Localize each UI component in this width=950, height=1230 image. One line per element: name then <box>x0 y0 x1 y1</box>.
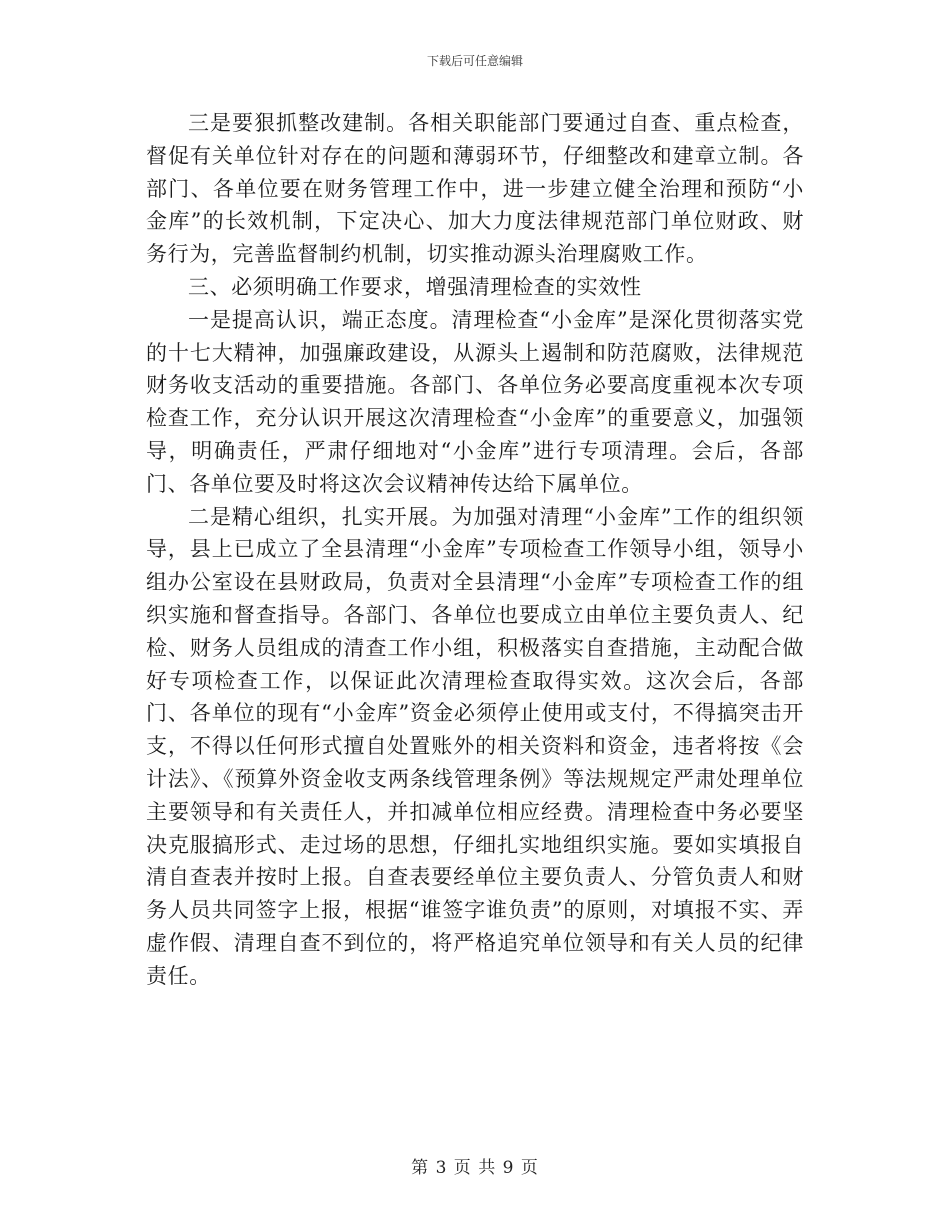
paragraph-awareness: 一是提高认识，端正态度。清理检查“小金库”是深化贯彻落实党的十七大精神，加强廉政建设，从源头上遏制和防范腐败，法律规范财务收支活动的重要措施。各部门、各单位务必要高度重视本次专项检查工作，充分认识开展这次清理检查“小金库”的重要意义，加强领导，明确责任，严肃仔细地对“小金库”进行专项清理。会后，各部门、各单位要及时将这次会议精神传达给下属单位。 <box>146 307 804 496</box>
document-body <box>146 107 804 993</box>
header-note: 下载后可任意编辑 <box>426 54 523 68</box>
section-heading-requirements: 三、必须明确工作要求，增强清理检查的实效性 <box>188 274 642 299</box>
paragraph-rectification: 三是要狠抓整改建制。各相关职能部门要通过自查、重点检查，督促有关单位针对存在的问题和薄弱环节，仔细整改和建章立制。各部门、各单位要在财务管理工作中，进一步建立健全治理和预防“小金库”的长效机制，下定决心、加大力度法律规范部门单位财政、财务行为，完善监督制约机制，切实推动源头治理腐败工作。 <box>146 111 804 267</box>
paragraph-organization: 二是精心组织，扎实开展。为加强对清理“小金库”工作的组织领导，县上已成立了全县清理“小金库”专项检查工作领导小组，领导小组办公室设在县财政局，负责对全县清理“小金库”专项检查工作的组织实施和督查指导。各部门、各单位也要成立由单位主要负责人、纪检、财务人员组成的清查工作小组，积极落实自查措施，主动配合做好专项检查工作，以保证此次清理检查取得实效。这次会后，各部门、各单位的现有“小金库”资金必须停止使用或支付，不得搞突击开支，不得以任何形式擅自处置账外的相关资料和资金，违者将按《会计法》、《预算外资金收支两条线管理条例》等法规规定严肃处理单位主要领导和有关责任人，并扣减单位相应经费。清理检查中务必要坚决克服搞形式、走过场的思想，仔细扎实地组织实施。要如实填报自清自查表并按时上报。自查表要经单位主要负责人、分管负责人和财务人员共同签字上报，根据“谁签字谁负责”的原则，对填报不实、弄虚作假、清理自查不到位的，将严格追究单位领导和有关人员的纪律责任。 <box>146 504 804 988</box>
page-number-footer: 第 3 页 共 9 页 <box>411 1158 539 1178</box>
